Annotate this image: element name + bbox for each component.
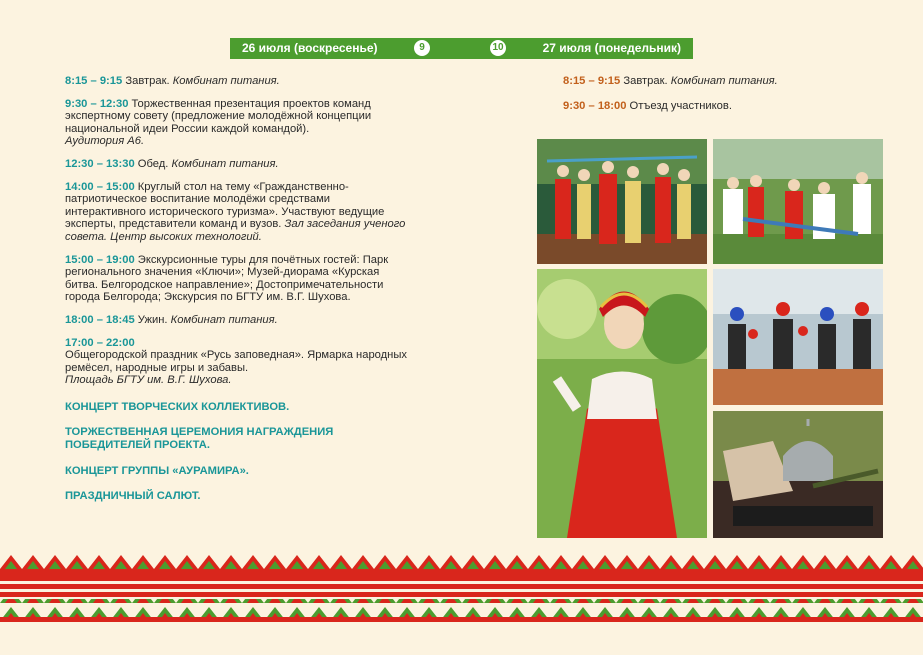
entry-text: Отъезд участников. [626,99,732,112]
right-schedule [563,75,893,124]
entry-text: Ужин. [134,313,171,326]
folk-ornament-border [0,549,923,624]
entry-place: Комбинат питания. [172,75,280,87]
entry-place: Комбинат питания. [670,75,778,87]
right-page-number: 10 [490,40,506,56]
entry-text: Завтрак. [620,75,671,87]
schedule-entry [65,314,410,327]
entry-time: 18:00 – 18:45 [65,313,135,326]
entry-time: 17:00 – 22:00 [65,336,135,349]
folk-dancers-photo [537,139,707,264]
highlight-auramira: КОНЦЕРТ ГРУППЫ «АУРАМИРА». [65,464,249,477]
entry-time: 8:15 – 9:15 [65,75,123,87]
schedule-entry [65,254,410,304]
entry-text: Общегородской праздник «Русь заповедная». Ярмарка народных ремёсел, народные игры и забавы. [65,349,407,374]
entry-text: Круглый стол на тему «Гражданственно-патриотическое воспитание молодёжи средствами интерактивного исторического туризма». Участвуют ведущие эксперты, представители команд и вузов. [65,180,385,231]
entry-time: 9:30 – 12:30 [65,97,129,110]
entry-place: Зал заседания ученого совета. Центр высоких технологий. [65,218,406,243]
schedule-entry [563,75,893,88]
entry-time: 15:00 – 19:00 [65,253,135,266]
entry-text: Экскурсионные туры для почётных гостей: Парк регионального значения «Ключи»; Музей-диорама «Курская битва. Белгородское направление»; Достопримечательности города Белгорода; Экскурсия по БГТУ им. В.Г. Шухова. [65,253,389,304]
armor-helmet-photo [713,411,883,538]
highlight-ceremony: ТОРЖЕСТВЕННАЯ ЦЕРЕМОНИЯ НАГРАЖДЕНИЯ ПОБЕДИТЕЛЕЙ ПРОЕКТА. [65,426,334,452]
folk-games-photo [713,139,883,264]
schedule-entry [65,75,410,88]
schedule-entry [65,337,410,387]
entry-place: Комбинат питания. [170,313,278,326]
schedule-entry [65,181,410,244]
schedule-entry [563,100,893,113]
highlight-fireworks: ПРАЗДНИЧНЫЙ САЛЮТ. [65,490,201,503]
entry-place: Аудитория А6. [65,135,145,148]
header-bar [230,38,693,59]
entry-time: 9:30 – 18:00 [563,99,627,112]
entry-place: Комбинат питания. [171,157,279,170]
girl-in-costume-photo [537,269,707,538]
entry-time: 8:15 – 9:15 [563,75,621,87]
entry-time: 14:00 – 15:00 [65,180,135,193]
boxing-training-photo [713,269,883,405]
highlight-concert: КОНЦЕРТ ТВОРЧЕСКИХ КОЛЛЕКТИВОВ. [65,400,290,413]
right-day-label: 27 июля (понедельник) [542,41,681,55]
schedule-entry [65,98,410,148]
entry-text: Завтрак. [122,75,173,87]
schedule-entry [65,158,410,171]
entry-text: Обед. [134,157,172,170]
left-schedule [65,75,410,516]
entry-time: 12:30 – 13:30 [65,157,135,170]
entry-text: Торжественная презентация проектов команд экспертному совету (предложение молодёжной концепции национальной идеи России каждой командой). [65,97,372,135]
left-day-label: 26 июля (воскресенье) [242,41,378,55]
left-page-number: 9 [414,40,430,56]
entry-place: Площадь БГТУ им. В.Г. Шухова. [65,374,232,387]
